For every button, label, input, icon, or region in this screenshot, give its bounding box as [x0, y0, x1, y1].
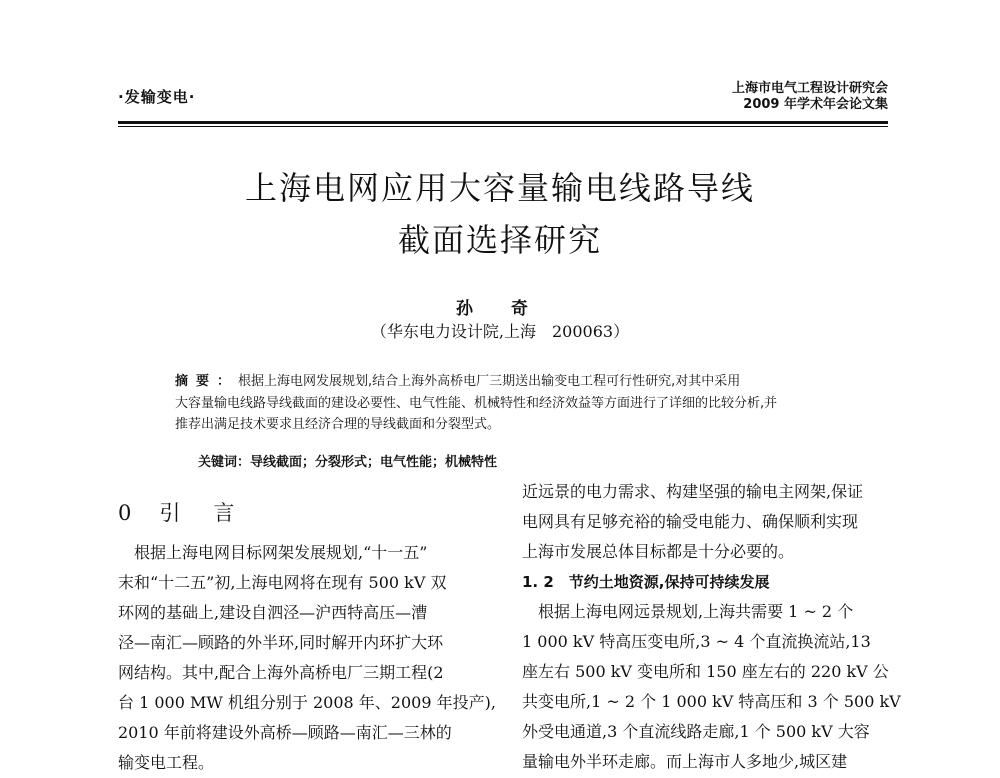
section-title: 引 言: [159, 501, 241, 525]
abstract-line-3: 推荐出满足技术要求且经济合理的导线截面和分裂型式。: [175, 417, 501, 432]
header-rule-thick: [118, 121, 888, 124]
left-column: [118, 538, 496, 778]
abstract-line-2: 大容量输电线路导线截面的建设必要性、电气性能、机械特性和经济效益等方面进行了详细的比较分析,并: [175, 395, 778, 411]
section-tag: ·发输变电·: [118, 88, 196, 106]
body-line: 电网具有足够充裕的输受电能力、确保顺利实现: [522, 512, 859, 531]
paper-title-line-1: 上海电网应用大容量输电线路导线: [244, 169, 755, 207]
body-line: 上海市发展总体目标都是十分必要的。: [522, 542, 795, 561]
right-column: [522, 477, 901, 777]
conference-line-2: 2009 年学术年会论文集: [743, 97, 888, 112]
keywords: 关键词：导线截面；分裂形式；电气性能；机械特性: [198, 455, 498, 470]
conference-line-1: 上海市电气工程设计研究会: [731, 81, 888, 96]
body-line: 末和“十二五”初,上海电网将在现有 500 kV 双: [118, 573, 447, 592]
paper-title-line-2: 截面选择研究: [397, 221, 602, 259]
conference-info: [732, 81, 888, 113]
body-line: 根据上海电网目标网架发展规划,“十一五”: [118, 543, 428, 562]
body-line: 网结构。其中,配合上海外高桥电厂三期工程(2: [118, 663, 444, 682]
body-line: 外受电通道,3 个直流线路走廊,1 个 500 kV 大容: [522, 722, 870, 741]
body-line: 座左右 500 kV 变电所和 150 座左右的 220 kV 公: [522, 662, 889, 681]
abstract-line-1: 摘要：根据上海电网发展规划,结合上海外高桥电厂三期送出输变电工程可行性研究,对其中采用: [175, 374, 741, 389]
affiliation: （华东电力设计院,上海 200063）: [370, 322, 630, 341]
author: 孙 奇: [456, 299, 544, 319]
body-line: 台 1 000 MW 机组分别于 2008 年、2009 年投产),: [118, 693, 496, 712]
body-line: 根据上海电网远景规划,上海共需要 1 ~ 2 个: [522, 602, 854, 621]
body-line: 输变电工程。: [118, 753, 215, 772]
abstract-label: 摘要：: [175, 374, 239, 389]
body-line: 2010 年前将建设外高桥—顾路—南汇—三林的: [118, 723, 452, 742]
abstract: [175, 371, 850, 436]
header-rule-thin: [118, 126, 888, 127]
body-line: 共变电所,1 ~ 2 个 1 000 kV 特高压和 3 个 500 kV: [522, 692, 901, 711]
subsection-heading: 1. 2 节约土地资源,保持可持续发展: [522, 573, 770, 591]
body-line: 1 000 kV 特高压变电所,3 ~ 4 个直流换流站,13: [522, 632, 871, 651]
section-number: 0: [118, 501, 138, 525]
body-line: 量输电外半环走廊。而上海市人多地少,城区建: [522, 752, 848, 771]
section-heading-0: [118, 497, 240, 527]
body-line: 近远景的电力需求、构建坚强的输电主网架,保证: [522, 482, 864, 501]
body-line: 环网的基础上,建设自泗泾—沪西特高压—漕: [118, 603, 428, 622]
body-line: 泾—南汇—顾路的外半环,同时解开内环扩大环: [118, 633, 444, 652]
